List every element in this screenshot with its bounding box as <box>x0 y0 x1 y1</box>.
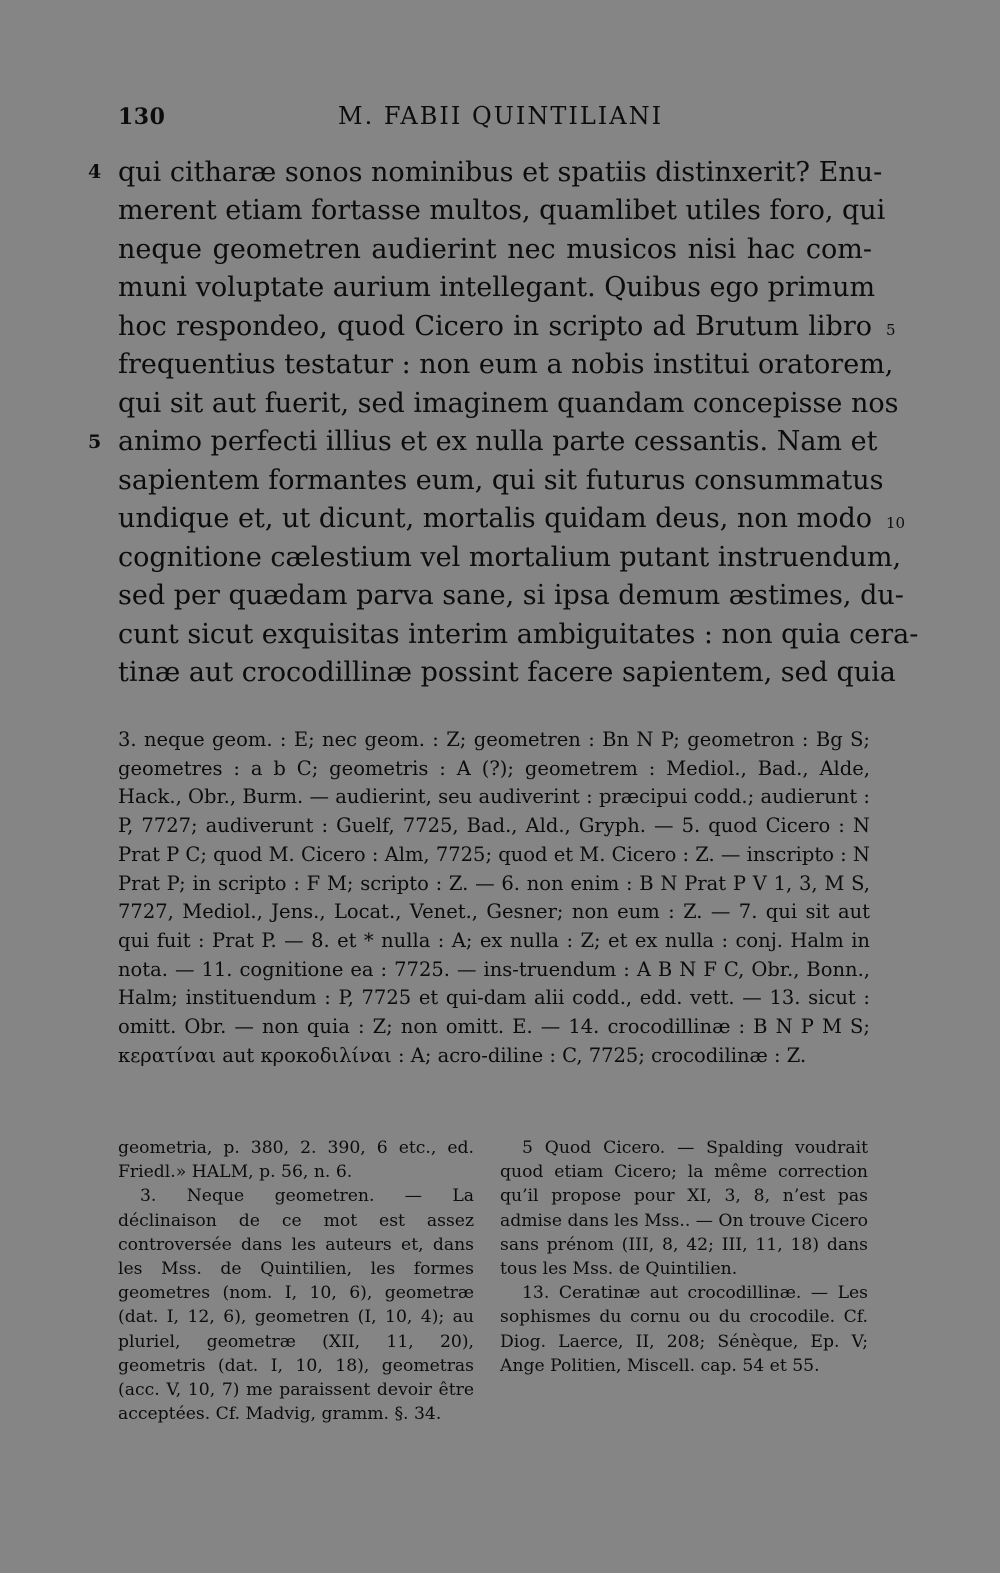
main-text-line: sed per quædam parva sane, si ipsa demum æstimes, du- <box>118 580 904 611</box>
main-text-line: qui sit aut fuerit, sed imaginem quandam concepisse nos <box>118 388 899 419</box>
main-text-line: cognitione cælestium vel mortalium putant instruendum, <box>118 542 902 573</box>
main-text-line: animo perfecti illius et ex nulla parte cessantis. Nam et <box>118 426 878 457</box>
main-text-line: cunt sicut exquisitas interim ambiguitates : non quia cera- <box>118 619 919 650</box>
page-number: 130 <box>118 104 166 130</box>
note-paragraph: geometria, p. 380, 2. 390, 6 etc., ed. Friedl.» HALM, p. 56, n. 6. <box>118 1138 474 1183</box>
main-text-line: hoc respondeo, quod Cicero in scripto ad Brutum libro <box>118 311 872 342</box>
notes-right-column <box>500 1136 868 1378</box>
note-paragraph: 3. Neque geometren. — La déclinaison de ce mot est assez controversée dans les auteurs et, dans les Mss. de Quintilien, les formes geometres (nom. I, 10, 6), geometræ (dat. I, 12, 6), geometren (I, 10, 4); au pluriel, geometræ (XII, 11, 20), geometris (dat. I, 10, 18), geometras (acc. V, 10, 7) me paraissent devoir être acceptées. Cf. Madvig, gramm. §. 34. <box>118 1186 474 1425</box>
running-head: M. FABII QUINTILIANI <box>338 102 664 130</box>
main-text-line: qui citharæ sonos nominibus et spatiis distinxerit? Enu- <box>118 157 883 188</box>
note-paragraph: 13. Ceratinæ aut crocodillinæ. — Les sophismes du cornu ou du crocodile. Cf. Diog. Laerce, II, 208; Sénèque, Ep. V; Ange Politien, Miscell. cap. 54 et 55. <box>500 1283 868 1376</box>
main-text-line: undique et, ut dicunt, mortalis quidam deus, non modo <box>118 503 872 534</box>
notes-left-column <box>118 1136 474 1426</box>
main-text-line: sapientem formantes eum, qui sit futurus consummatus <box>118 465 884 496</box>
main-text-line: muni voluptate aurium intellegant. Quibus ego primum <box>118 272 876 303</box>
main-text-line: frequentius testatur : non eum a nobis institui oratorem, <box>118 349 894 380</box>
line-number-right: 10 <box>886 514 906 532</box>
note-paragraph: 5 Quod Cicero. — Spalding voudrait quod etiam Cicero; la même correction qu’il propose pour XI, 3, 8, n’est pas admise dans les Mss.. — On trouve Cicero sans prénom (III, 8, 42; III, 11, 18) dans tous les Mss. de Quintilien. <box>500 1138 868 1280</box>
main-text-line: neque geometren audierint nec musicos nisi hac com- <box>118 234 872 265</box>
main-text-line: tinæ aut crocodillinæ possint facere sapientem, sed quia <box>118 657 896 688</box>
main-text-line: merent etiam fortasse multos, quamlibet utiles foro, qui <box>118 195 886 226</box>
section-number-left: 4 <box>88 161 102 183</box>
critical-apparatus: 3. neque geom. : E; nec geom. : Z; geometren : Bn N P; geometron : Bg S; geometres : a b C; geometris : A (?); geometrem : Mediol., Bad., Alde, Hack., Obr., Burm. — audierint, seu audiverint : præcipui codd.; audierunt : P, 7727; audiverunt : Guelf, 7725, Bad., Ald., Gryph. — 5. quod Cicero : N Prat P C; quod M. Cicero : Alm, 7725; quod et M. Cicero : Z. — inscripto : N Prat P; in scripto : F M; scripto : Z. — 6. non enim : B N Prat P V 1, 3, M S, 7727, Mediol., Jens., Locat., Venet., Gesner; non eum : Z. — 7. qui sit aut qui fuit : Prat P. — 8. et * nulla : A; ex nulla : Z; et ex nulla : conj. Halm in nota. — 11. cognitione ea : 7725. — ins-truendum : A B N F C, Obr., Bonn., Halm; instituendum : P, 7725 et qui-dam alii codd., edd. vett. — 13. sicut : omitt. Obr. — non quia : Z; non omitt. E. — 14. crocodillinæ : B N P M S; κερατίναι aut κροκοδιλίναι : A; acro-diline : C, 7725; crocodilinæ : Z. <box>118 728 870 1067</box>
line-number-right: 5 <box>886 321 896 339</box>
section-number-left: 5 <box>88 431 102 453</box>
